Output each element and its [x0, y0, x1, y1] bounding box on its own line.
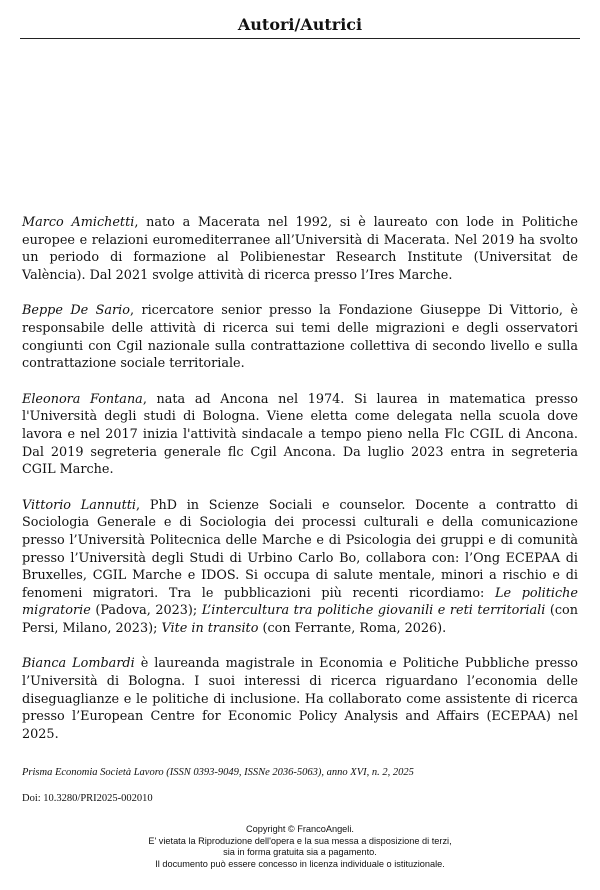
author-name: Vittorio Lannutti — [22, 497, 137, 513]
publication-title: L’intercultura tra politiche giovanili e reti territoriali — [201, 603, 546, 619]
publication-details: (con Ferrante, Roma, 2026). — [258, 620, 447, 636]
publication-details: (Padova, 2023); — [90, 603, 202, 619]
journal-citation: Prisma Economia Società Lavoro (ISSN 0393-9049, ISSNe 2036-5063), anno XVI, n. 2, 2025 — [22, 767, 414, 778]
author-bio-text: , nato a Macerata nel 1992, si è laureato con lode in Politiche europee e relazioni euromediterranee all’Università di Macerata. Nel 2019 ha svolto un periodo di formazione al Polibienestar Research Institute (Universitat de València). Dal 2021 svolge attività di ricerca presso l’Ires Marche. — [22, 215, 578, 283]
author-bio-text: , PhD in Scienze Sociali e counselor. Docente a contratto di Sociologia Generale e di Sociologia dei processi culturali e della comunicazione presso l’Università Politecnica delle Marche e di Psicologia dei gruppi e di comunità presso l’Università degli Studi di Urbino Carlo Bo, collabora con: l’Ong ECEPAA di Bruxelles, CGIL Marche e IDOS. Si occupa di salute mentale, minori a rischio e di fenomeni migratori. Tra le pubblicazioni più recenti ricordiamo: — [22, 497, 579, 601]
copyright-line: Il documento può essere concesso in licenza individuale o istituzionale. — [155, 858, 445, 869]
copyright-notice — [0, 824, 600, 870]
author-name: Marco Amichetti — [22, 215, 135, 230]
author-bio-text: , ricercatore senior presso la Fondazione Giuseppe Di Vittorio, è responsabile delle attività di ricerca sui temi delle migrazioni e degli osservatori congiunti con Cgil nazionale sulla contrattazione collettiva di secondo livello e sulla contrattazione sociale territoriale. — [22, 303, 579, 372]
author-bio-de-sario — [22, 302, 578, 372]
copyright-line: E' vietata la Riproduzione dell'opera e la sua messa a disposizione di terzi, — [148, 835, 452, 846]
author-bio-lombardi — [22, 655, 578, 743]
author-bio-text: è laureanda magistrale in Economia e Politiche Pubbliche presso l’Università di Bologna. I suoi interessi di ricerca riguardano l’economia delle diseguaglianze e le politiche di inclusione. Ha collaborato come assistente di ricerca presso l’European Centre for Economic Policy Analysis and Affairs (ECEPAA) nel 2025. — [22, 656, 578, 742]
publication-details: (con Persi, Milano, 2023); — [22, 603, 578, 636]
author-name: Beppe De Sario — [22, 303, 130, 319]
author-bio-lannutti — [22, 497, 578, 638]
publication-title: Vite in transito — [161, 620, 259, 636]
author-bio-text: , nata ad Ancona nel 1974. Si laurea in matematica presso l'Università degli studi di Bologna. Viene eletta come delegata nella scuola dove lavora e nel 2017 inizia l'attività sindacale a tempo pieno nella Flc CGIL di Ancona. Dal 2019 segreteria generale flc Cgil Ancona. Da luglio 2023 entra in segreteria CGIL Marche. — [22, 391, 579, 478]
author-bios — [22, 214, 578, 761]
author-bio-fontana — [22, 391, 578, 479]
page-title: Autori/Autrici — [237, 15, 363, 34]
copyright-line: Copyright © FrancoAngeli. — [246, 824, 354, 834]
copyright-line: sia in forma gratuita sia a pagamento. — [223, 847, 377, 858]
author-name: Eleonora Fontana — [22, 391, 143, 407]
author-bio-amichetti — [22, 214, 578, 284]
author-name: Bianca Lombardi — [22, 656, 135, 672]
page-header — [20, 12, 580, 39]
doi-line: Doi: 10.3280/PRI2025-002010 — [22, 793, 153, 804]
publication-title: Le politiche migratorie — [22, 585, 578, 619]
